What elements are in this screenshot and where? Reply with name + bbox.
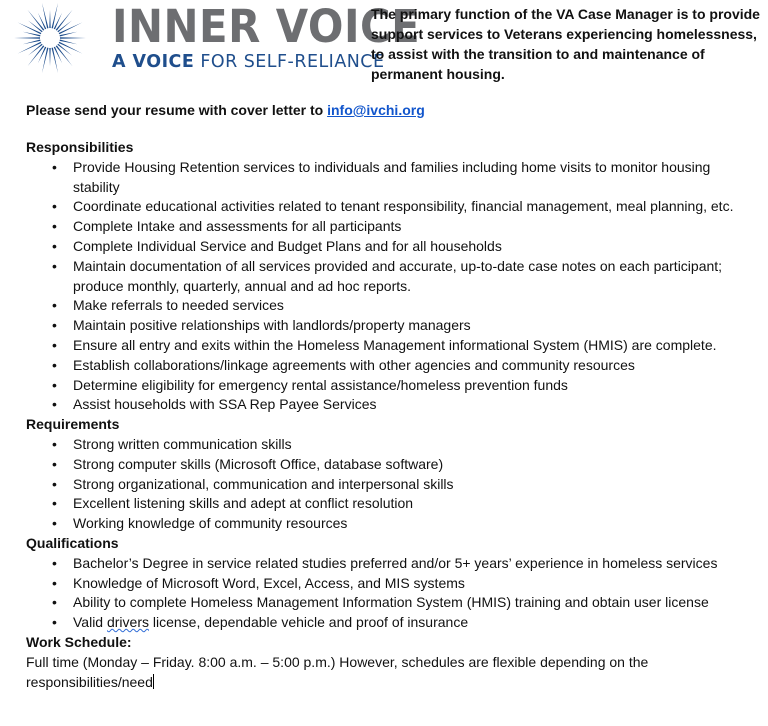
list-item: • Establish collaborations/linkage agreements with other agencies and community resources	[26, 356, 756, 376]
list-item: • Complete Individual Service and Budget Plans and for all households	[26, 237, 756, 257]
list-item: • Excellent listening skills and adept at conflict resolution	[26, 494, 756, 514]
list-item: • Maintain documentation of all services provided and accurate, up-to-date case notes on each participant; produce monthly, quarterly, annual and ad hoc reports.	[26, 257, 756, 297]
list-item: • Ability to complete Homeless Management Information System (HMIS) training and obtain user license	[26, 593, 756, 613]
list-item: • Make referrals to needed services	[26, 296, 756, 316]
list-item: • Bachelor’s Degree in service related studies preferred and/or 5+ years’ experience in homeless services	[26, 554, 756, 574]
logo-title: INNER VOICE	[112, 0, 421, 53]
list-item: • Strong written communication skills	[26, 435, 756, 455]
list-item: • Maintain positive relationships with landlords/property managers	[26, 316, 756, 336]
qualifications-heading: Qualifications	[26, 534, 119, 551]
list-item: • Valid drivers license, dependable vehicle and proof of insurance	[26, 613, 756, 633]
list-item: • Knowledge of Microsoft Word, Excel, Access, and MIS systems	[26, 574, 756, 594]
inner-voice-logo	[2, 0, 421, 74]
starburst-logo-icon	[2, 2, 98, 74]
spellcheck-flagged-word[interactable]: drivers	[106, 614, 149, 631]
responsibilities-list	[26, 158, 756, 415]
list-item: • Provide Housing Retention services to individuals and families including home visits to monitor housing stability	[26, 158, 756, 198]
logo-ray	[14, 37, 40, 38]
send-resume-text: Please send your resume with cover letter to	[26, 102, 328, 118]
qualifications-list	[26, 554, 756, 633]
requirements-list	[26, 435, 756, 534]
requirements-heading: Requirements	[26, 416, 120, 433]
list-item: • Determine eligibility for emergency rental assistance/homeless prevention funds	[26, 376, 756, 396]
text-cursor	[153, 674, 154, 689]
logo-ray	[49, 10, 50, 28]
list-item: • Coordinate educational activities related to tenant responsibility, financial management, meal planning, etc.	[26, 197, 756, 217]
work-schedule-text[interactable]: Full time (Monday – Friday. 8:00 a.m. – 5:00 p.m.) However, schedules are flexible depending on the responsibilities/need	[26, 653, 649, 690]
logo-ray	[49, 48, 50, 66]
list-item: • Complete Intake and assessments for all participants	[26, 217, 756, 237]
logo-tagline: A VOICE FOR SELF-RELIANCE	[112, 51, 385, 72]
send-resume-line	[26, 100, 425, 120]
list-item: • Working knowledge of community resources	[26, 514, 756, 534]
job-details	[26, 138, 756, 692]
intro-paragraph: The primary function of the VA Case Manager is to provide support services to Veterans experiencing homelessness, to assist with the transition to and maintenance of permanent housing.	[371, 6, 760, 82]
email-link[interactable]: info@ivchi.org	[327, 102, 425, 118]
list-item: • Strong organizational, communication and interpersonal skills	[26, 475, 756, 495]
list-item: • Strong computer skills (Microsoft Office, database software)	[26, 455, 756, 475]
responsibilities-heading: Responsibilities	[26, 139, 134, 155]
work-schedule-heading: Work Schedule:	[26, 633, 132, 650]
logo-ray	[60, 37, 86, 38]
list-item: • Assist households with SSA Rep Payee Services	[26, 395, 756, 415]
list-item: • Ensure all entry and exits within the Homeless Management informational System (HMIS) are complete.	[26, 336, 756, 356]
